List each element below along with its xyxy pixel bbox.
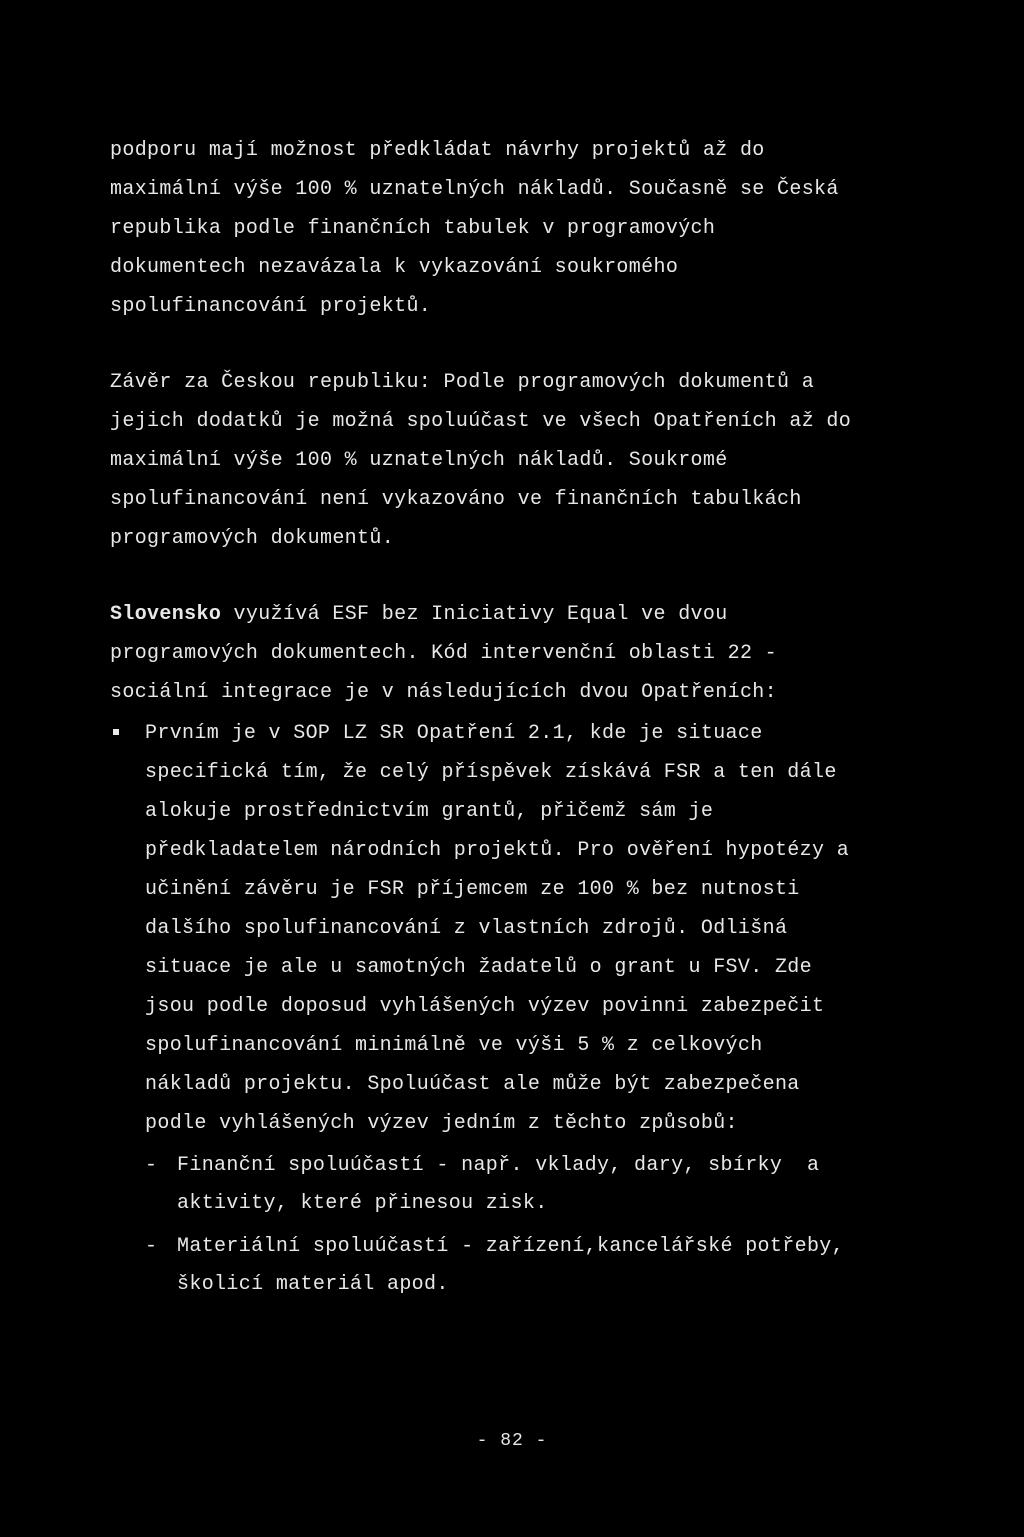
- dash-bullet-icon: -: [145, 1154, 158, 1177]
- paragraph-1-line: podporu mají možnost předkládat návrhy projektů až do: [110, 139, 765, 162]
- bullet-line: spolufinancování minimálně ve výši 5 % z celkových: [145, 1034, 763, 1057]
- paragraph-2-line: Závěr za Českou republiku: Podle programových dokumentů a: [110, 371, 815, 394]
- paragraph-2-line: programových dokumentů.: [110, 527, 395, 550]
- square-bullet-icon: [113, 729, 119, 735]
- dash-item-line: Finanční spoluúčastí - např. vklady, dary, sbírky a: [177, 1154, 820, 1177]
- bullet-line: podle vyhlášených výzev jedním z těchto způsobů:: [145, 1112, 738, 1135]
- bullet-line: nákladů projektu. Spoluúčast ale může být zabezpečena: [145, 1073, 800, 1096]
- bullet-line: dalšího spolufinancování z vlastních zdrojů. Odlišná: [145, 917, 788, 940]
- bullet-line: specifická tím, že celý příspěvek získává FSR a ten dále: [145, 761, 837, 784]
- paragraph-3-line: programových dokumentech. Kód intervenční oblasti 22 -: [110, 642, 778, 665]
- bullet-line: alokuje prostřednictvím grantů, přičemž sám je: [145, 800, 714, 823]
- bullet-line: předkladatelem národních projektů. Pro ověření hypotézy a: [145, 839, 850, 862]
- dash-item-line: školicí materiál apod.: [177, 1273, 449, 1296]
- paragraph-2-line: spolufinancování není vykazováno ve finančních tabulkách: [110, 488, 802, 511]
- paragraph-2-line: maximální výše 100 % uznatelných nákladů. Soukromé: [110, 449, 728, 472]
- bullet-line: situace je ale u samotných žadatelů o grant u FSV. Zde: [145, 956, 813, 979]
- paragraph-3-line: [110, 602, 728, 628]
- bullet-line: Prvním je v SOP LZ SR Opatření 2.1, kde je situace: [145, 722, 763, 745]
- dash-item-line: Materiální spoluúčastí - zařízení,kancelářské potřeby,: [177, 1235, 845, 1258]
- paragraph-1-line: republika podle finančních tabulek v programových: [110, 217, 716, 240]
- paragraph-3-line: sociální integrace je v následujících dvou Opatřeních:: [110, 681, 778, 704]
- paragraph-1-line: spolufinancování projektů.: [110, 295, 432, 318]
- bullet-line: jsou podle doposud vyhlášených výzev povinni zabezpečit: [145, 995, 825, 1018]
- paragraph-1-line: maximální výše 100 % uznatelných nákladů. Současně se Česká: [110, 178, 839, 201]
- dash-item-line: aktivity, které přinesou zisk.: [177, 1192, 548, 1215]
- dash-bullet-icon: -: [145, 1235, 158, 1258]
- paragraph-2-line: jejich dodatků je možná spoluúčast ve všech Opatřeních až do: [110, 410, 852, 433]
- country-heading: Slovensko: [110, 603, 222, 626]
- paragraph-3-text: využívá ESF bez Iniciativy Equal ve dvou: [221, 603, 728, 626]
- paragraph-1-line: dokumentech nezavázala k vykazování soukromého: [110, 256, 679, 279]
- bullet-line: učinění závěru je FSR příjemcem ze 100 % bez nutnosti: [145, 878, 800, 901]
- page-number: - 82 -: [476, 1431, 548, 1451]
